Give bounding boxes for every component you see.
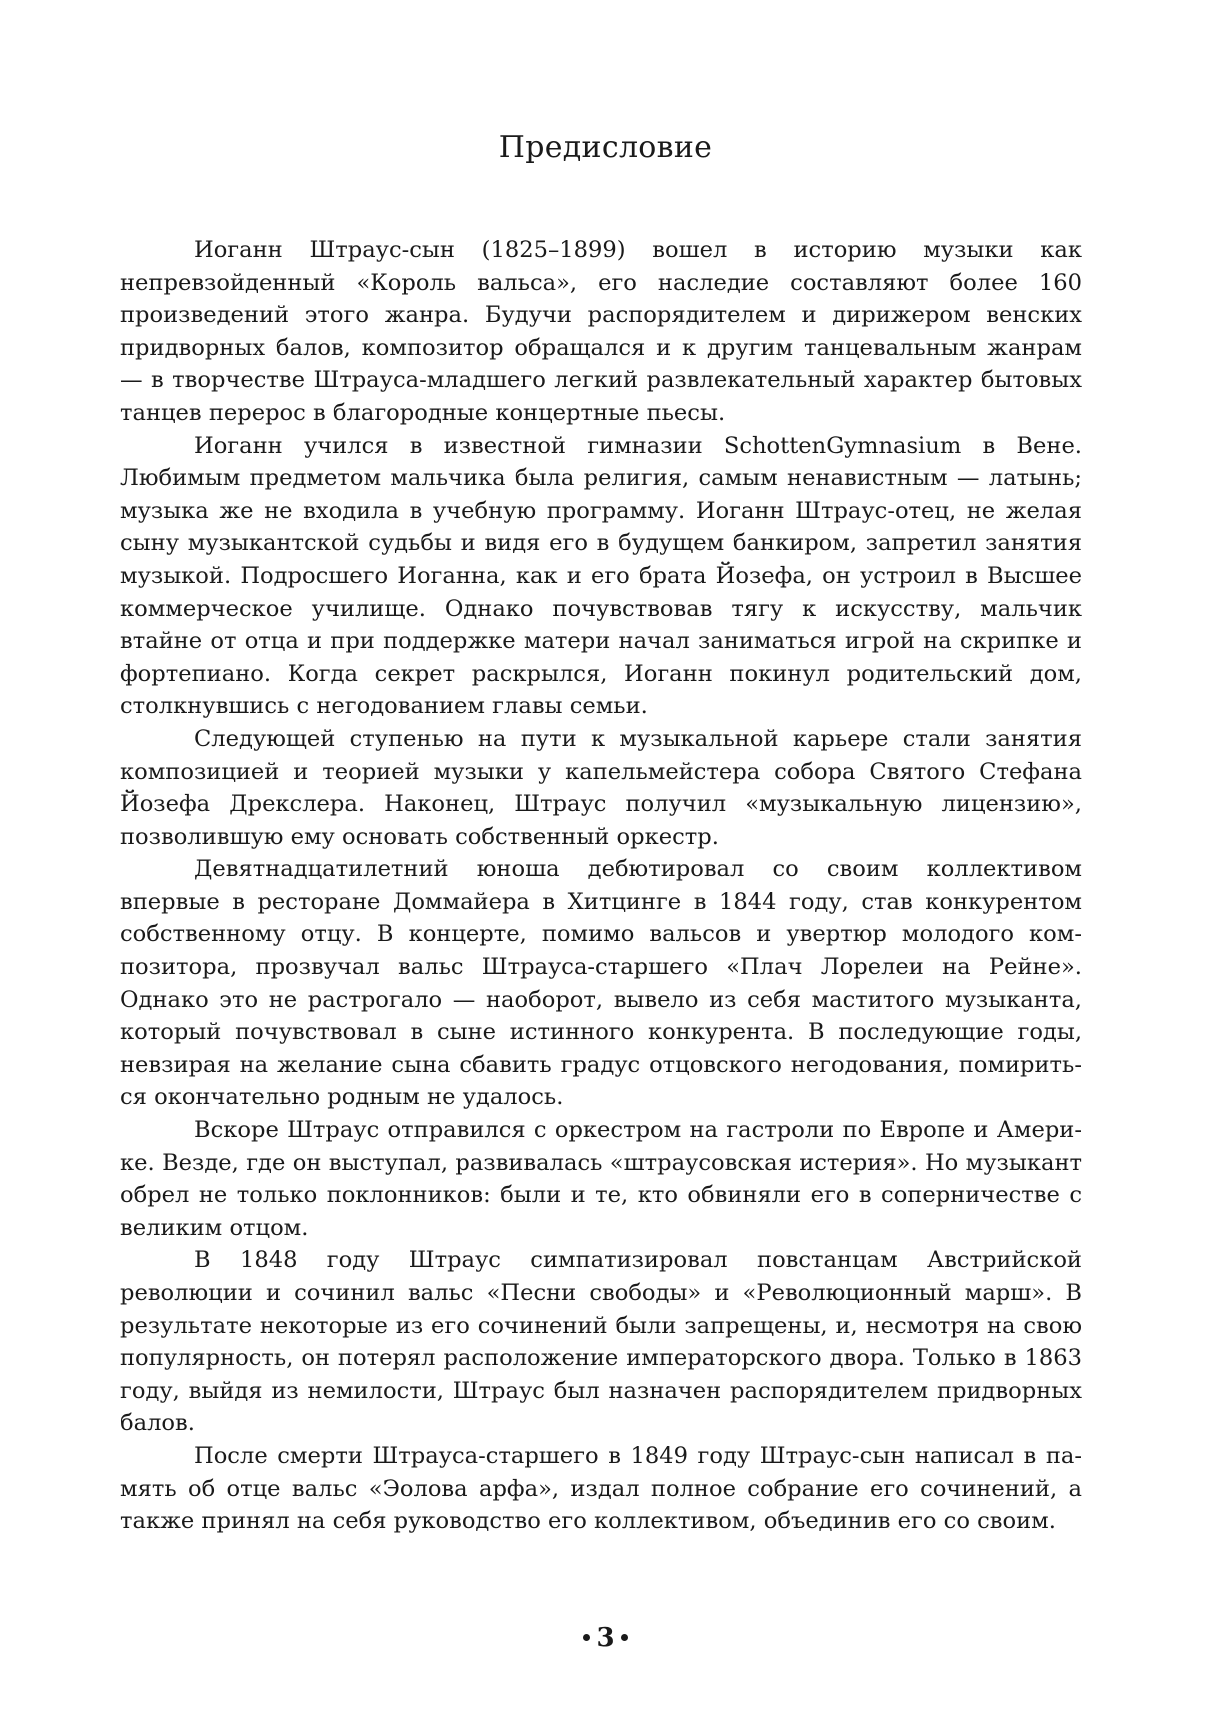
page-title: Предисловие bbox=[498, 130, 713, 165]
paragraph-5: Вскоре Штраус отправился с оркестром на гастроли по Европе и Америке. Везде, где он выступал, развивалась «штраусовская истерия». Но музыкант обрел не только поклонников: были и те, кто обвиняли его в соперничестве с великим отцом. bbox=[120, 1117, 1082, 1241]
bullet-right-icon bbox=[621, 1634, 628, 1641]
paragraph-4: Девятнадцатилетний юноша дебютировал со своим коллективом впервые в ресторане Доммайера в Хитцинге в 1844 году, став конкурентом собственному отцу. В концерте, помимо вальсов и увертюр молодого композитора, прозвучал вальс Штрауса-старшего «Плач Лорелеи на Рейне». Однако это не растрогало — наоборот, вывело из себя маститого музыканта, который почувствовал в сыне истинного конкурента. В последующие годы, невзирая на желание сына сбавить градус отцовского негодования, помириться окончательно родным не удалось. bbox=[120, 856, 1082, 1111]
paragraph-7: После смерти Штрауса-старшего в 1849 году Штраус-сын написал в память об отце вальс «Эолова арфа», издал полное собрание его сочинений, а также принял на себя руководство его коллективом, объединив его со своим. bbox=[120, 1442, 1082, 1535]
bullet-left-icon bbox=[583, 1634, 590, 1641]
page-number: 3 bbox=[596, 1623, 615, 1653]
paragraph-6: В 1848 году Штраус симпатизировал повстанцам Австрийской революции и сочинил вальс «Песни свободы» и «Революционный марш». В результате некоторые из его сочинений были запрещены, и, несмотря на свою популярность, он потерял расположение императорского двора. Только в 1863 году, выйдя из немилости, Штраус был назначен распорядителем придворных балов. bbox=[120, 1247, 1082, 1437]
paragraph-1: Иоганн Штраус-сын (1825–1899) вошел в историю музыки как непревзойденный «Король вальса», его наследие составляют более 160 произведений этого жанра. Будучи распорядителем и дирижером венских придворных балов, композитор обращался и к другим танцевальным жанрам — в творчестве Штрауса-младшего легкий развлекательный характер бытовых танцев перерос в благородные концертные пьесы. bbox=[120, 237, 1082, 426]
paragraph-3: Следующей ступенью на пути к музыкальной карьере стали занятия композицией и теорией музыки у капельмейстера собора Святого Стефана Йозефа Дрекслера. Наконец, Штраус получил «музыкальную лицензию», позволившую ему основать собственный оркестр. bbox=[120, 725, 1082, 850]
page-number-footer bbox=[0, 1622, 1211, 1654]
body-text bbox=[120, 234, 1082, 1538]
paragraph-2: Иоганн учился в известной гимназии SchottenGymnasium в Вене. Любимым предметом мальчика была религия, самым ненавистным — латынь; музыка же не входила в учебную программу. Иоганн Штраус-отец, не желая сыну музыкантской судьбы и видя его в будущем банкиром, запретил занятия музыкой. Подросшего Иоганна, как и его брата Йозефа, он устроил в Высшее коммерческое училище. Однако почувствовав тягу к искусству, мальчик втайне от отца и при поддержке матери начал заниматься игрой на скрипке и фортепиано. Когда секрет раскрылся, Иоганн покинул родительский дом, столкнувшись с негодованием главы семьи. bbox=[120, 432, 1082, 720]
